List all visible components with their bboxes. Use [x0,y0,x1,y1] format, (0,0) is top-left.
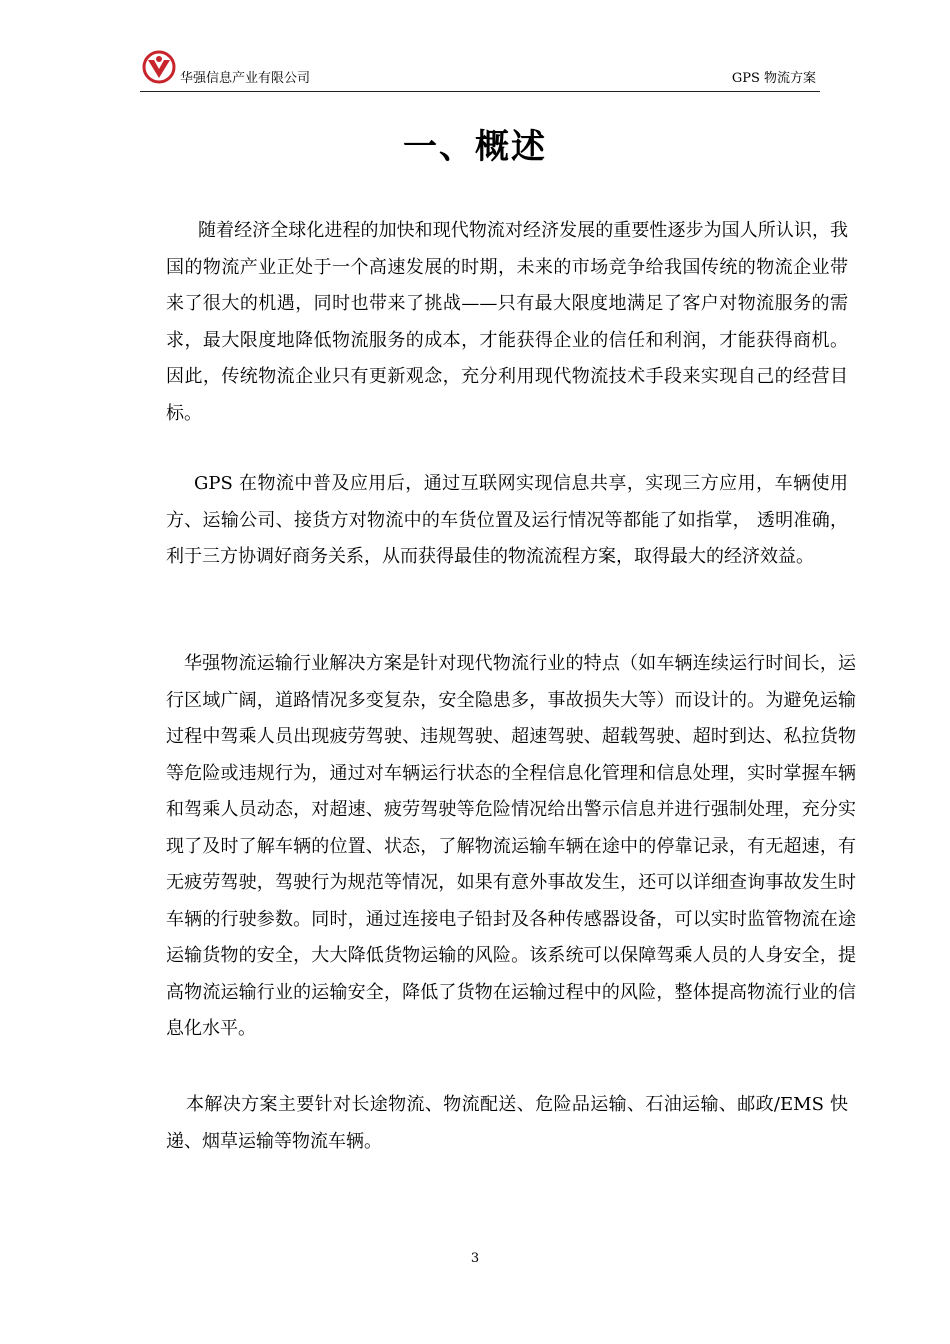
header-divider [140,91,820,92]
page-number: 3 [470,1251,480,1266]
paragraph-1: 随着经济全球化进程的加快和现代物流对经济发展的重要性逐步为国人所认识，我国的物流产业正处于一个高速发展的时期，未来的市场竞争给我国传统的物流企业带来了很大的机遇，同时也带来了挑战——只有最大限度地满足了客户对物流服务的需求，最大限度地降低物流服务的成本，才能获得企业的信任和利润，才能获得商机。因此，传统物流企业只有更新观念，充分利用现代物流技术手段来实现自己的经营目标。 [166,220,848,424]
paragraph-2: GPS 在物流中普及应用后，通过互联网实现信息共享，实现三方应用，车辆使用方、运输公司、接货方对物流中的车货位置及运行情况等都能了如指掌， 透明准确，利于三方协调好商务关系，从而获得最佳的物流流程方案，取得最大的经济效益。 [166,473,848,567]
page-header [140,50,820,94]
company-logo-icon [142,50,176,84]
paragraph-4: 本解决方案主要针对长途物流、物流配送、危险品运输、石油运输、邮政/EMS 快递、烟草运输等物流车辆。 [166,1094,848,1152]
document-name: GPS 物流方案 [731,71,816,86]
page-title: 一、概述 [403,126,547,167]
paragraph-3: 华强物流运输行业解决方案是针对现代物流行业的特点（如车辆连续运行时间长，运行区域广阔，道路情况多变复杂，安全隐患多，事故损失大等）而设计的。为避免运输过程中驾乘人员出现疲劳驾驶、违规驾驶、超速驾驶、超载驾驶、超时到达、私拉货物等危险或违规行为，通过对车辆运行状态的全程信息化管理和信息处理，实时掌握车辆和驾乘人员动态，对超速、疲劳驾驶等危险情况给出警示信息并进行强制处理，充分实现了及时了解车辆的位置、状态，了解物流运输车辆在途中的停靠记录，有无超速，有无疲劳驾驶，驾驶行为规范等情况，如果有意外事故发生，还可以详细查询事故发生时车辆的行驶参数。同时，通过连接电子铅封及各种传感器设备，可以实时监管物流在途运输货物的安全，大大降低货物运输的风险。该系统可以保障驾乘人员的人身安全，提高物流运输行业的运输安全，降低了货物在运输过程中的风险，整体提高物流行业的信息化水平。 [166,653,856,1039]
company-name: 华强信息产业有限公司 [180,71,311,86]
